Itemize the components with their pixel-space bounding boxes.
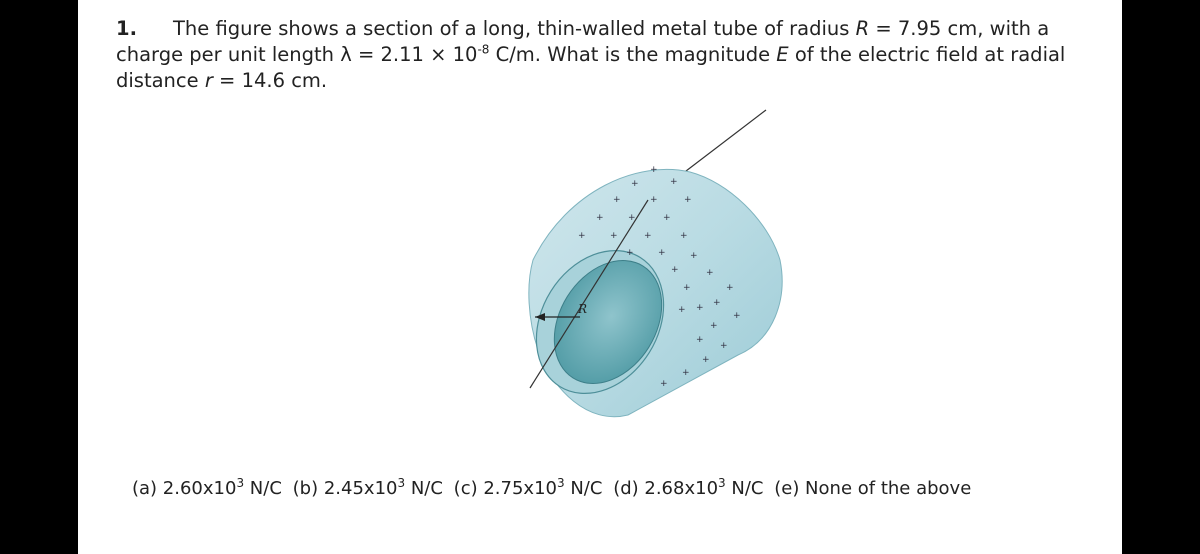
svg-text:+: + (720, 341, 728, 351)
svg-text:+: + (658, 248, 666, 258)
charged-tube-figure (438, 150, 741, 440)
svg-text:+: + (596, 213, 604, 223)
distance-symbol: r (204, 69, 213, 92)
svg-text:+: + (610, 231, 618, 241)
svg-text:+: + (696, 303, 704, 313)
svg-text:+: + (710, 321, 718, 331)
svg-text:+: + (650, 165, 658, 175)
svg-text:+: + (663, 213, 671, 223)
option-e[interactable]: (e) None of the above (774, 478, 972, 499)
svg-text:+: + (684, 195, 692, 205)
svg-text:+: + (628, 213, 636, 223)
svg-text:+: + (726, 283, 734, 293)
svg-text:+: + (678, 305, 686, 315)
svg-text:+: + (650, 195, 658, 205)
svg-text:+: + (626, 248, 634, 258)
svg-text:+: + (670, 177, 678, 187)
option-c[interactable]: (c) $2.75x10^3$ N/C (453, 476, 603, 499)
option-b[interactable]: (b) $2.45x10^3$ N/C (292, 476, 443, 499)
svg-text:+: + (713, 298, 721, 308)
svg-text:+: + (631, 179, 639, 189)
svg-text:+: + (683, 283, 691, 293)
svg-text:+: + (613, 195, 621, 205)
svg-text:+: + (696, 335, 704, 345)
svg-text:+: + (706, 268, 714, 278)
svg-text:+: + (578, 231, 586, 241)
option-a[interactable]: (a) $2.60x10^3$ N/C (132, 476, 282, 499)
radius-symbol: R (855, 17, 870, 40)
radius-label: R (578, 302, 588, 316)
field-symbol: E (776, 43, 789, 66)
question-number: 1. (116, 17, 137, 40)
svg-text:+: + (680, 231, 688, 241)
svg-text:+: + (733, 311, 741, 321)
svg-text:+: + (671, 265, 679, 275)
svg-text:+: + (660, 379, 668, 389)
svg-text:+: + (690, 251, 698, 261)
answer-options (132, 478, 1112, 499)
option-d[interactable]: (d) $2.68x10^3$ N/C (613, 476, 764, 499)
svg-text:+: + (702, 355, 710, 365)
svg-text:+: + (682, 368, 690, 378)
svg-text:+: + (644, 231, 652, 241)
question-text: 1. The figure shows a section of a long, thin-walled metal tube of radius R = 7.95 cm, with a charge per unit length $\lambda = 2.11 \times 10^{-8}$ C/m. What is the magnitude E of the electric field at radial distance r = 14.6 cm. (116, 17, 1066, 92)
question-page (78, 0, 1122, 554)
